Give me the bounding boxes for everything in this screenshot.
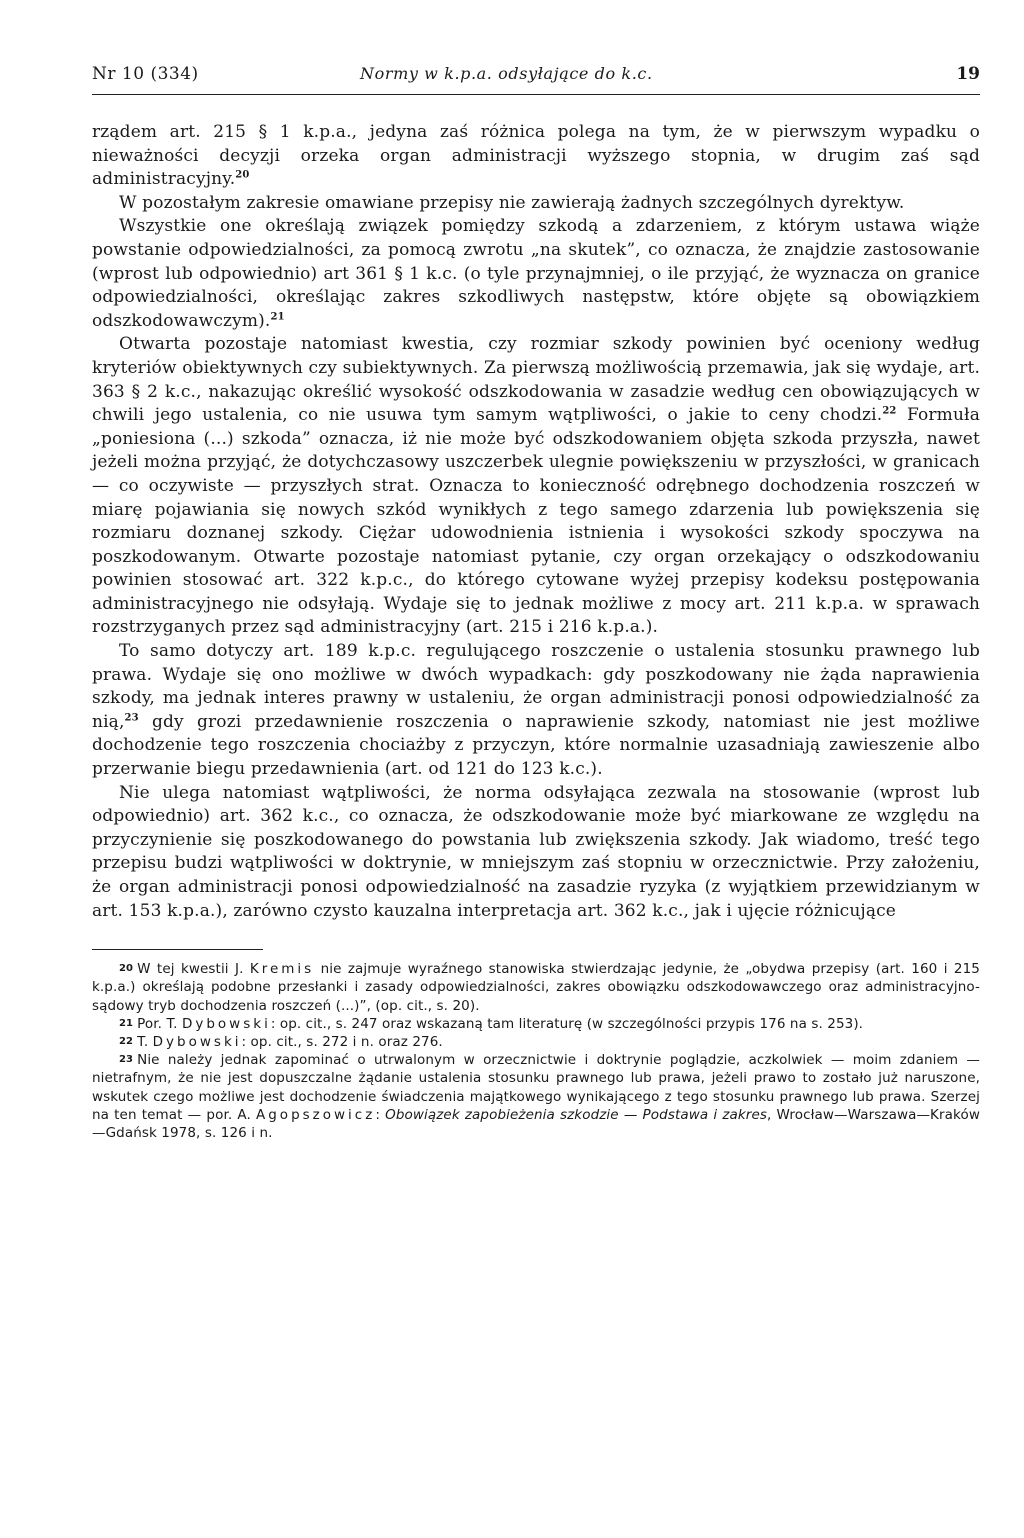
footnote-text: , Wrocław—Warszawa—Kraków—Gdańsk 1978, s. 126 i n. [92, 1106, 980, 1142]
footnote [92, 1015, 980, 1033]
footnote [92, 1051, 980, 1142]
issue-number: Nr 10 (334) [92, 64, 199, 84]
body-paragraph [92, 121, 980, 192]
body-paragraph [92, 333, 980, 640]
author-name: Agopszowicz [256, 1106, 376, 1123]
footnote-text: T. [137, 1034, 153, 1050]
paragraph-text: gdy grozi przedawnienie roszczenia o naprawienie szkody, natomiast nie jest możliwe dochodzenie tego roszczenia chociażby z przyczyn, które normalnie uzasadniają zawieszenie albo przerwanie biegu przedawnienia (art. od 121 do 123 k.c.). [92, 711, 980, 780]
footnote-reference: 21 [270, 311, 285, 323]
footnote-number: 23 [119, 1054, 134, 1066]
footnote [92, 960, 980, 1015]
footnote-text: Nie należy jednak zapominać o utrwalonym w orzecznictwie i doktrynie poglądzie, aczkolwiek — moim zdaniem — nietrafnym, że nie jest dopuszczalne żądanie ustalenia stosunku prawnego lub prawa, jeżeli prawo to zostało już naruszone, wskutek czego możliwe jest dochodzenie świadczenia majątkowego wynikającego z tego stosunku prawnego lub prawa. Szerzej na ten temat — por. A. [92, 1052, 980, 1123]
footnote-number: 21 [119, 1017, 134, 1029]
author-name: Kremis [249, 961, 315, 978]
footnote-text: : op. cit., s. 247 oraz wskazaną tam literaturę (w szczególności przypis 176 na s. 253). [270, 1015, 864, 1032]
paragraph-text: Nie ulega natomiast wątpliwości, że norma odsyłająca zezwala na stosowanie (wprost lub odpowiednio) art. 362 k.c., co oznacza, że odszkodowanie może być miarkowane ze względu na przyczynienie się poszkodowanego do powstania lub zwiększenia szkody. Jak wiadomo, treść tego przepisu budzi wątpliwości w doktrynie, w mniejszym zaś stopniu w orzecznictwie. Przy założeniu, że organ administracji ponosi odpowiedzialność na zasadzie ryzyka (z wyjątkiem przewidzianym w art. 153 k.p.a.), zarówno czysto kauzalna interpretacja art. 362 k.c., jak i ujęcie różnicujące [92, 782, 980, 921]
footnote-text: : [375, 1106, 386, 1123]
document-page [92, 58, 980, 1142]
body-paragraph [92, 640, 980, 782]
footnote-reference: 23 [124, 712, 139, 724]
page-header [92, 58, 980, 95]
footnote-reference: 20 [235, 169, 250, 181]
footnote-number: 22 [119, 1036, 134, 1047]
footnote-separator [92, 949, 263, 950]
body-paragraph [92, 215, 980, 333]
footnote-number: 20 [119, 963, 134, 975]
footnote-text: : op. cit., s. 272 i n. oraz 276. [241, 1034, 443, 1050]
author-name: Dybowski [152, 1034, 242, 1050]
paragraph-text: Wszystkie one określają związek pomiędzy szkodą a zdarzeniem, z którym ustawa wiąże powstanie odpowiedzialności, za pomocą zwrotu „na skutek”, co oznacza, że znajdzie zastosowanie (wprost lub odpowiednio) art 361 § 1 k.c. (o tyle przynajmniej, o ile przyjąć, że wyznacza on granice odpowiedzialności, określając zakres szkodliwych następstw, które objęte są obowiązkiem odszkodowawczym). [92, 216, 980, 331]
paragraph-text: rządem art. 215 § 1 k.p.a., jedyna zaś różnica polega na tym, że w pierwszym wypadku o nieważności decyzji orzeka organ administracji wyższego stopnia, w drugim zaś sąd administracyjny. [92, 122, 980, 190]
footnote-text: Por. T. [137, 1015, 182, 1032]
body-paragraph [92, 192, 980, 216]
footnote-text: W tej kwestii J. [137, 961, 250, 978]
author-name: Dybowski [181, 1015, 271, 1032]
footnote-text: nie zajmuje wyraźnego stanowiska stwierdzając jedynie, że „obydwa przepisy (art. 160 i 215 k.p.a.) określają podobne przesłanki i zasady odpowiedzialności, zakres obowiązku odszkodowawczego oraz administracyjno-sądowy tryb dochodzenia roszczeń (...)”, (op. cit., s. 20). [92, 961, 980, 1014]
paragraph-text: To samo dotyczy art. 189 k.p.c. regulującego roszczenie o ustalenia stosunku prawnego lub prawa. Wydaje się ono możliwe w dwóch wypadkach: gdy poszkodowany nie żąda naprawienia szkody, ma jednak interes prawny w ustaleniu, że organ administracji ponosi odpowiedzialność za nią, [92, 641, 980, 732]
cited-title: Obowiązek zapobieżenia szkodzie — Podstawa i zakres [385, 1106, 767, 1123]
page-number: 19 [956, 64, 980, 84]
paragraph-text: Formuła „poniesiona (...) szkoda” oznacza, iż nie może być odszkodowaniem objęta szkoda przyszła, nawet jeżeli można przyjąć, że dotychczasowy uszczerbek ulegnie powiększeniu w przyszłości, w granicach — co oczywiste — przyszłych strat. Oznacza to konieczność odrębnego dochodzenia roszczeń w miarę pojawiania się nowych szkód wynikłych z tego samego zdarzenia lub powiększenia się rozmiaru doznanej szkody. Ciężar udowodnienia istnienia i wysokości szkody spoczywa na poszkodowanym. Otwarte pozostaje natomiast pytanie, czy organ orzekający o odszkodowaniu powinien stosować art. 322 k.p.c., do którego cytowane wyżej przepisy kodeksu postępowania administracyjnego nie odsyłają. Wydaje się to jednak możliwe z mocy art. 211 k.p.a. w sprawach rozstrzyganych przez sąd administracyjny (art. 215 i 216 k.p.a.). [92, 405, 980, 638]
paragraph-text: W pozostałym zakresie omawiane przepisy nie zawierają żadnych szczególnych dyrektyw. [119, 192, 905, 213]
paragraph-text: Otwarta pozostaje natomiast kwestia, czy rozmiar szkody powinien być oceniony według kryteriów obiektywnych czy subiektywnych. Za pierwszą możliwością przemawia, jak się wydaje, art. 363 § 2 k.c., nakazując określić wysokość odszkodowania w zasadzie według cen obowiązujących w chwili jego ustalenia, co nie usuwa tym samym wątpliwości, o jakie to ceny chodzi. [92, 334, 980, 426]
footnotes [92, 960, 980, 1142]
body-text [92, 121, 980, 923]
footnote [92, 1033, 980, 1051]
footnote-reference: 22 [882, 405, 897, 417]
running-title: Normy w k.p.a. odsyłające do k.c. [360, 64, 653, 83]
body-paragraph [92, 782, 980, 924]
